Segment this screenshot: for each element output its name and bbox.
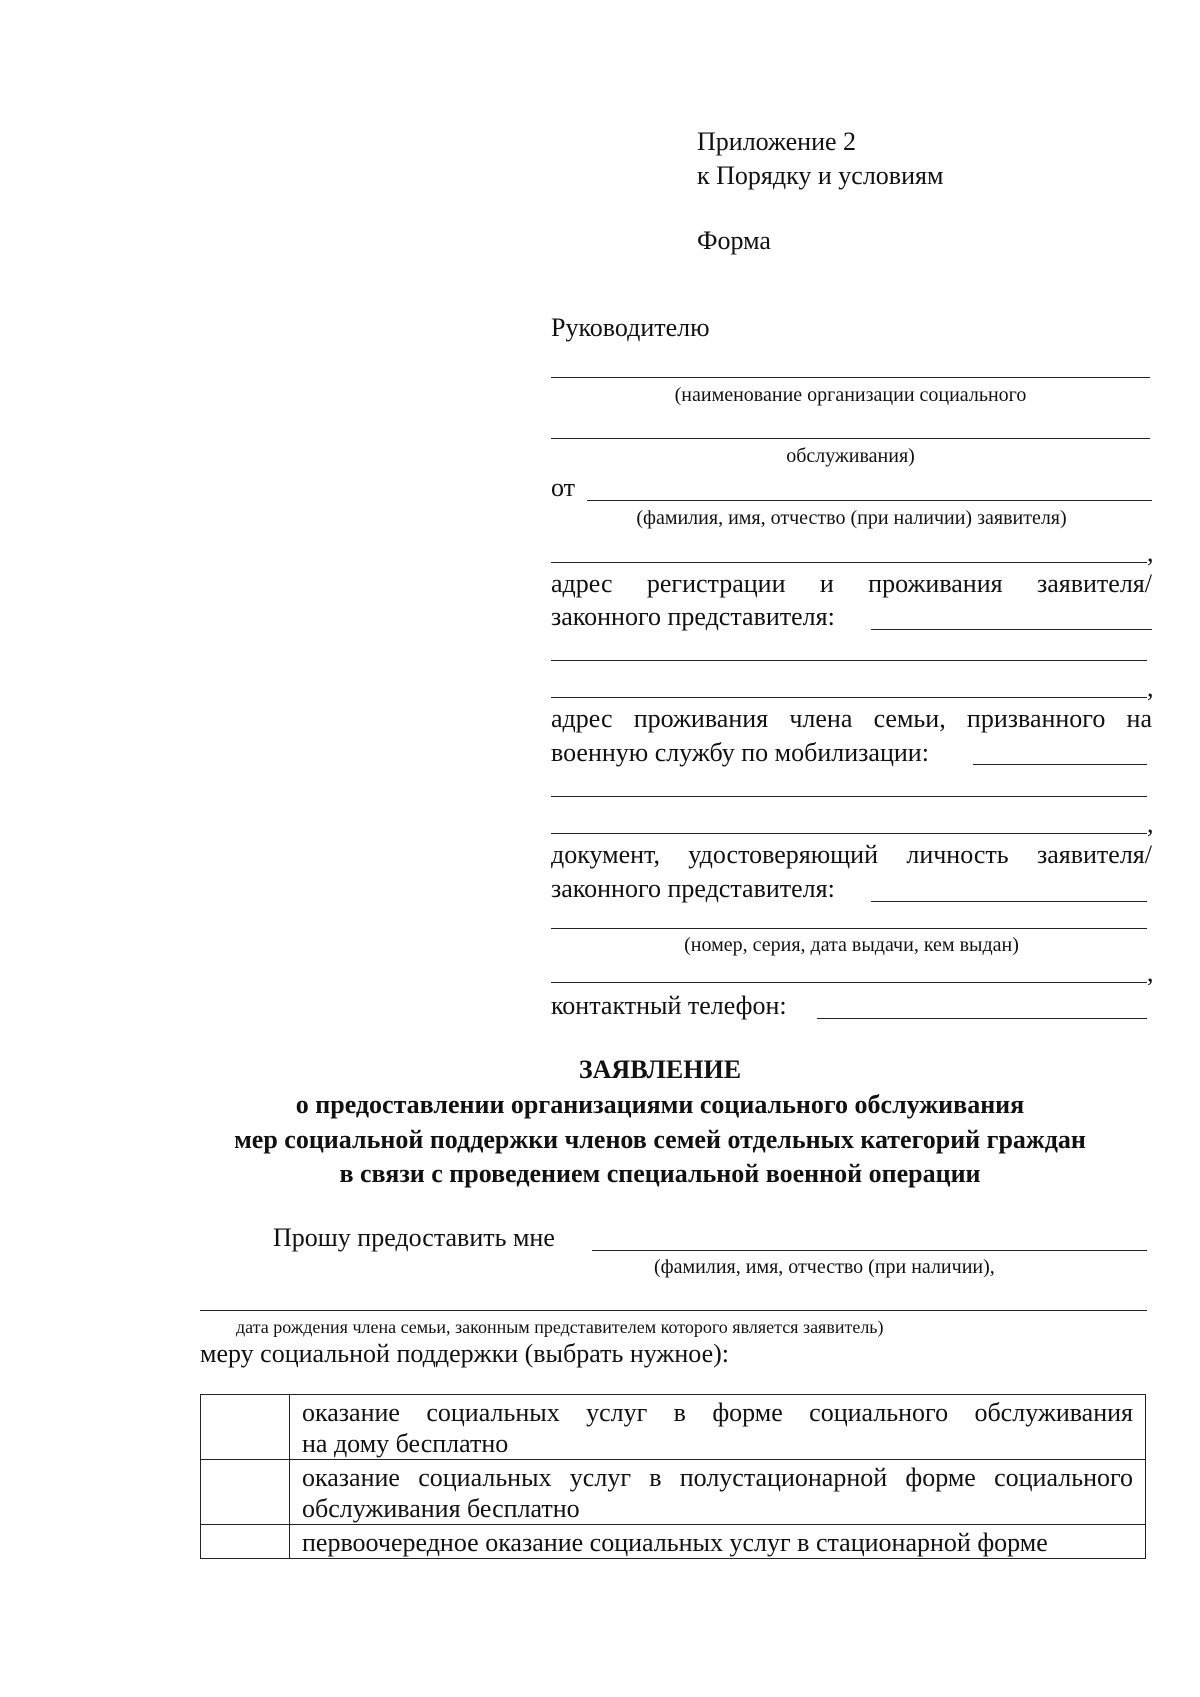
- family-member-address-field-2[interactable]: [551, 796, 1147, 797]
- from-label: от: [551, 473, 576, 502]
- family-member-fio-field[interactable]: [592, 1250, 1147, 1251]
- org-name-hint-2: обслуживания): [786, 445, 915, 467]
- identity-document-field-3[interactable]: [551, 982, 1147, 983]
- document-subtitle-3: в связи с проведением специальной военной операции: [339, 1159, 981, 1188]
- option-line: обслуживания бесплатно: [302, 1494, 580, 1523]
- document-subtitle-1: о предоставлении организациями социального обслуживания: [295, 1090, 1025, 1119]
- option-text-stationary: [290, 1525, 1146, 1559]
- option-line: первоочередное оказание социальных услуг в стационарной форме: [302, 1528, 1048, 1557]
- measure-instruction: меру социальной поддержки (выбрать нужное):: [200, 1339, 730, 1368]
- identity-document-label-2: законного представителя:: [551, 874, 835, 903]
- registration-address-field-2[interactable]: [551, 660, 1147, 661]
- registration-address-label: адрес регистрации и проживания заявителя/: [551, 569, 1152, 598]
- form-label: Форма: [697, 226, 771, 255]
- family-member-birth-field[interactable]: [200, 1310, 1147, 1311]
- family-member-fio-hint: (фамилия, имя, отчество (при наличии),: [654, 1256, 995, 1278]
- applicant-fio-field-2[interactable]: [551, 562, 1147, 563]
- request-text: Прошу предоставить мне: [273, 1223, 555, 1252]
- identity-document-field-1[interactable]: [871, 901, 1147, 902]
- org-name-hint-1: (наименование организации социального: [674, 384, 1027, 406]
- family-member-birth-hint: дата рождения члена семьи, законным представителем которого является заявитель): [236, 1317, 884, 1337]
- option-checkbox-stationary[interactable]: [201, 1525, 290, 1559]
- family-member-address-field-1[interactable]: [973, 764, 1147, 765]
- table-row: [201, 1525, 1146, 1559]
- addressee-heading: Руководителю: [551, 313, 710, 342]
- option-text-home-care: [290, 1395, 1146, 1460]
- table-row: [201, 1395, 1146, 1460]
- family-member-address-label-2: военную службу по мобилизации:: [551, 738, 929, 767]
- identity-document-label: документ, удостоверяющий личность заявителя/: [551, 840, 1152, 869]
- contact-phone-field[interactable]: [817, 1018, 1147, 1019]
- identity-document-field-2[interactable]: [551, 928, 1147, 929]
- option-line: оказание социальных услуг в полустационарной форме социального: [302, 1463, 1133, 1492]
- document-subtitle-2: мер социальной поддержки членов семей отдельных категорий граждан: [234, 1125, 1086, 1154]
- family-member-address-label: адрес проживания члена семьи, призванного на: [551, 704, 1152, 733]
- support-measures-table: [200, 1394, 1146, 1559]
- comma: ,: [1147, 958, 1154, 987]
- applicant-fio-field[interactable]: [587, 500, 1152, 501]
- comma: ,: [1147, 538, 1154, 567]
- option-line: оказание социальных услуг в форме социального обслуживания: [302, 1398, 1133, 1427]
- appendix-reference: к Порядку и условиям: [697, 161, 944, 190]
- appendix-number: Приложение 2: [697, 127, 857, 156]
- org-name-field-line-1[interactable]: [551, 377, 1150, 378]
- comma: ,: [1147, 809, 1154, 838]
- option-checkbox-home-care[interactable]: [201, 1395, 290, 1460]
- contact-phone-label: контактный телефон:: [551, 991, 787, 1020]
- option-line: на дому бесплатно: [302, 1429, 509, 1458]
- option-checkbox-semi-stationary[interactable]: [201, 1460, 290, 1525]
- comma: ,: [1147, 673, 1154, 702]
- identity-document-hint: (номер, серия, дата выдачи, кем выдан): [684, 934, 1019, 956]
- document-title: ЗАЯВЛЕНИЕ: [578, 1055, 742, 1084]
- registration-address-label-2: законного представителя:: [551, 602, 835, 631]
- option-text-semi-stationary: [290, 1460, 1146, 1525]
- registration-address-field-3[interactable]: [551, 697, 1147, 698]
- org-name-field-line-2[interactable]: [551, 438, 1150, 439]
- registration-address-field-1[interactable]: [871, 629, 1152, 630]
- family-member-address-field-3[interactable]: [551, 833, 1147, 834]
- applicant-fio-hint: (фамилия, имя, отчество (при наличии) заявителя): [636, 507, 1067, 529]
- table-row: [201, 1460, 1146, 1525]
